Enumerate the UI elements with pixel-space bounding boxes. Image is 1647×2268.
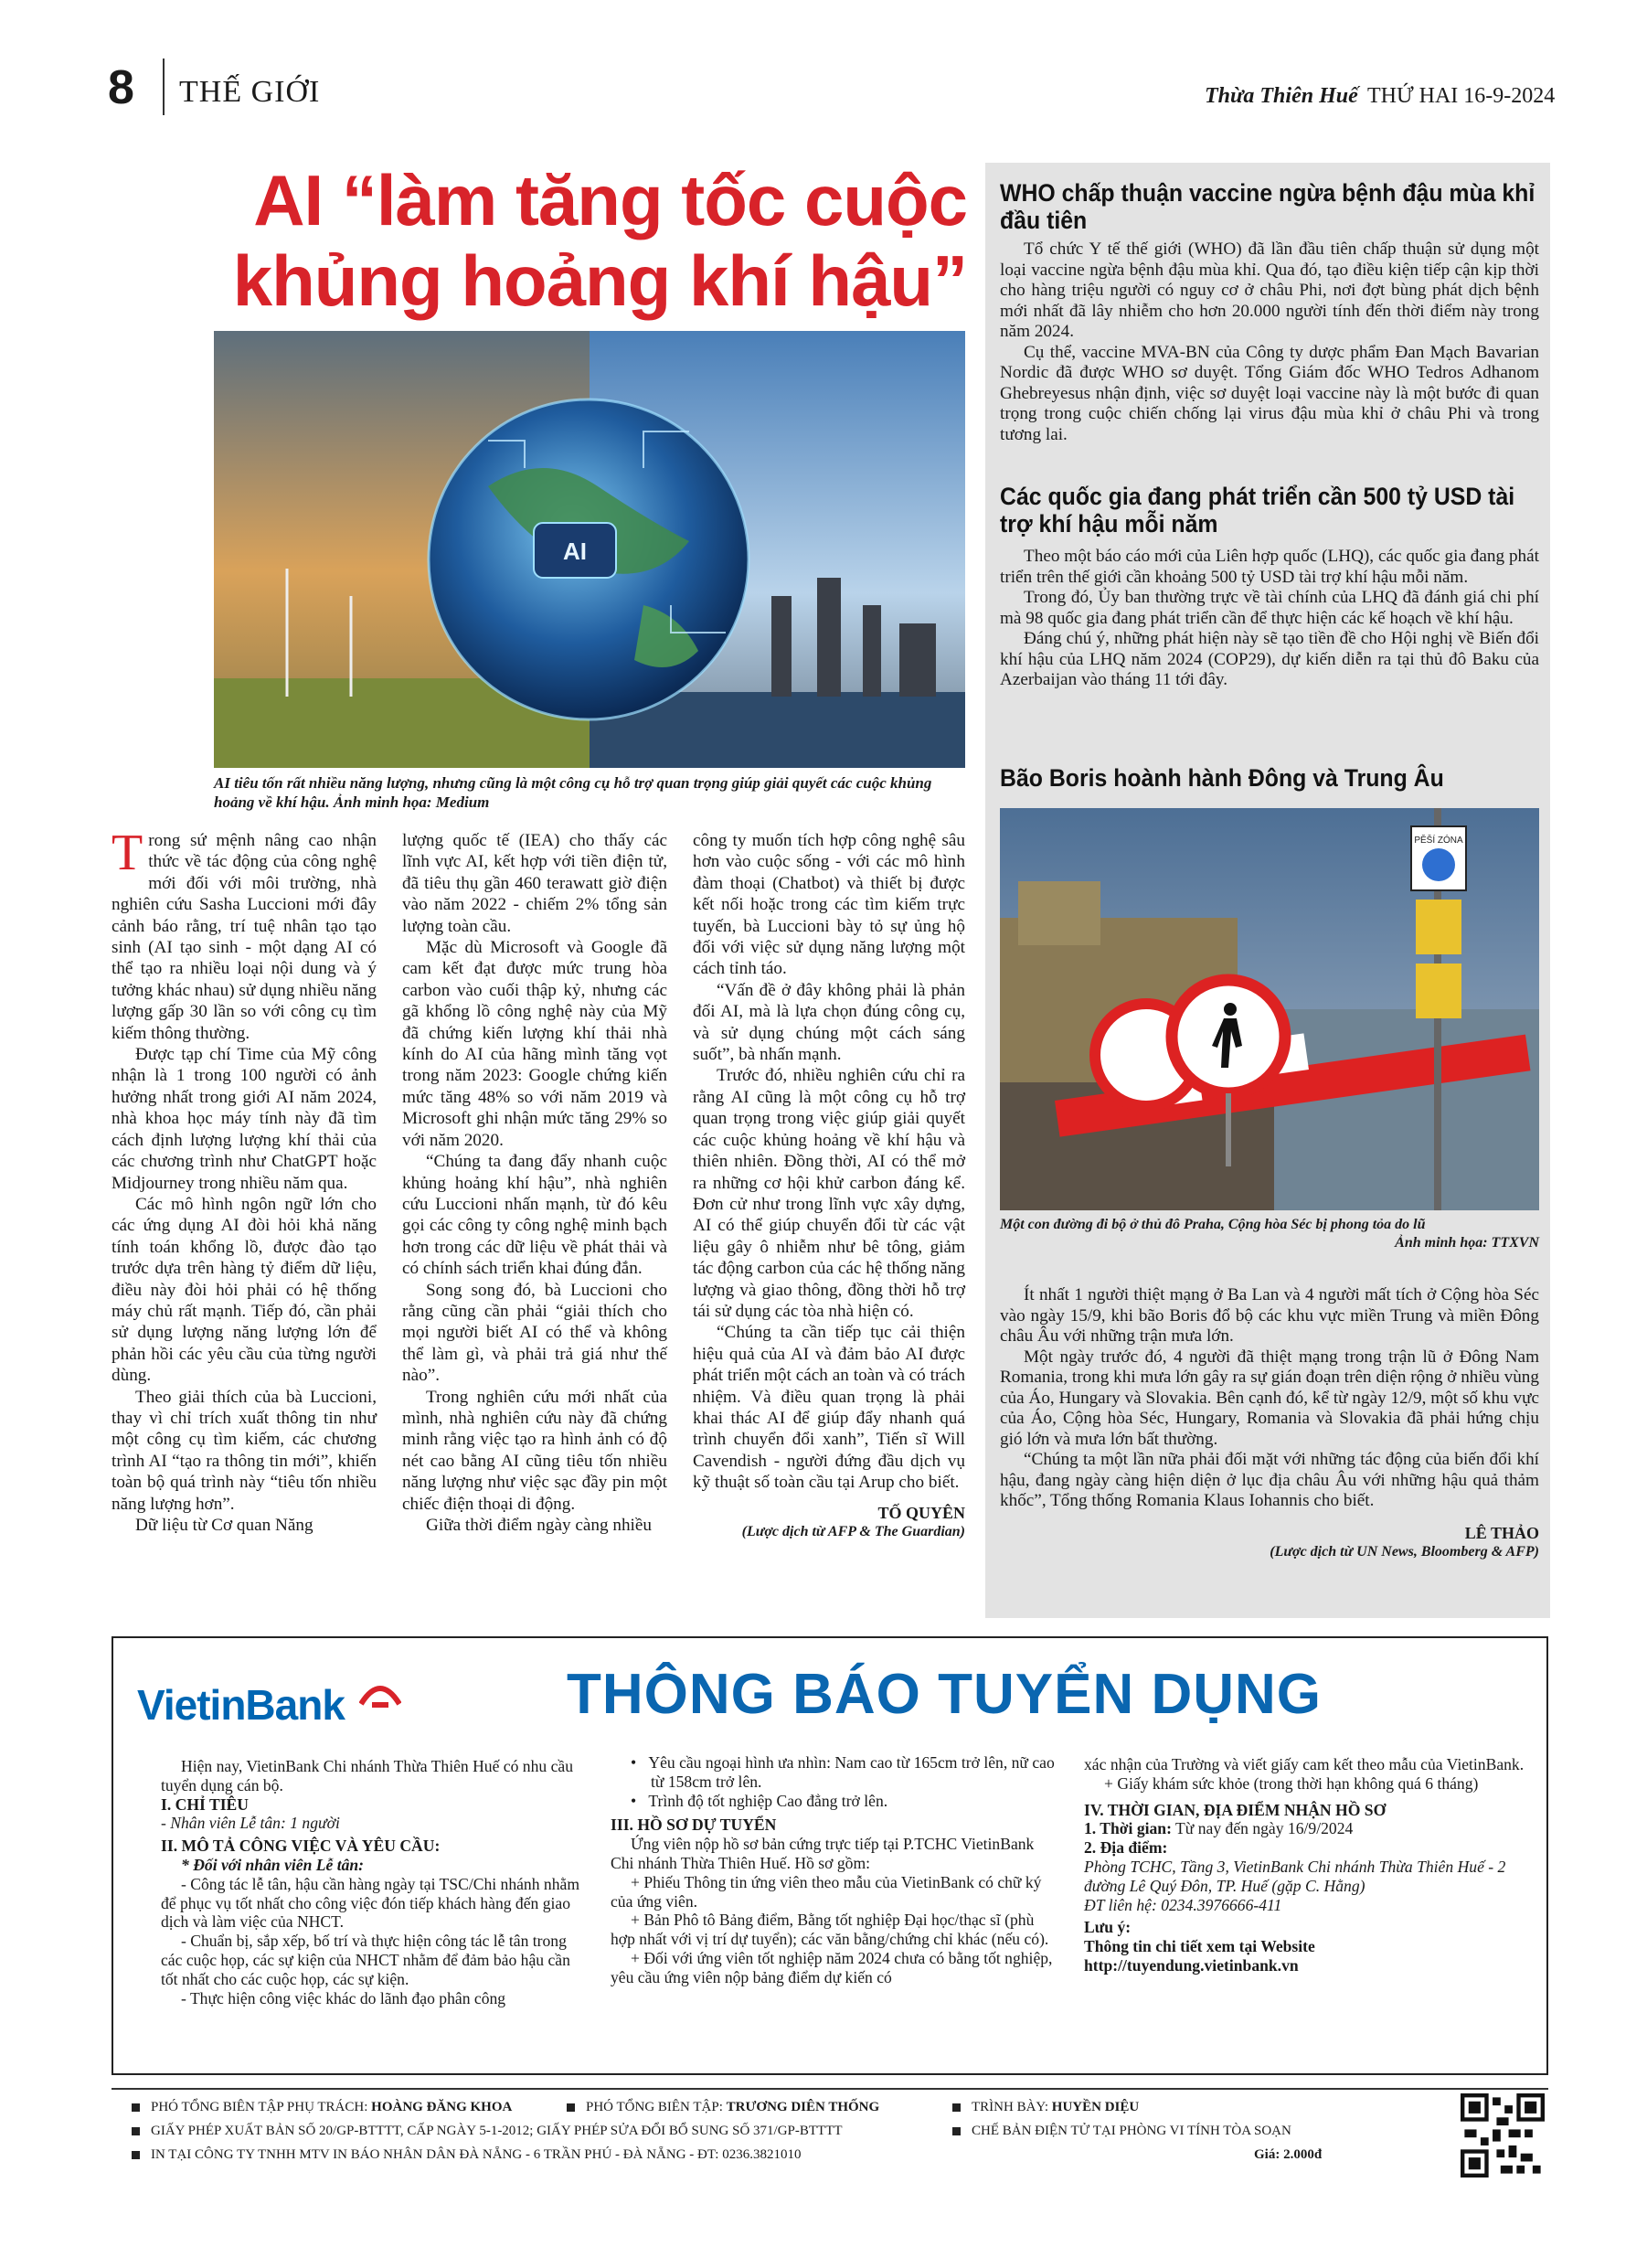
boris-headline: Bão Boris hoành hành Đông và Trung Âu [1000,764,1444,792]
footer-layout [952,2099,1139,2115]
main-photo-caption: AI tiêu tốn rất nhiều năng lượng, nhưng cũng là một công cụ hỗ trợ quan trọng giúp giải quyết các cuộc khủng hoảng về khí hậu. Ảnh minh họa: Medium [214,774,932,811]
issue-date: THỨ HAI 16-9-2024 [1367,84,1556,108]
ad-section-title: III. HỒ SƠ DỰ TUYỂN [611,1815,777,1835]
paragraph: Được tạp chí Time của Mỹ công nhận là 1 trong 100 người có ảnh hưởng nhất trong giới AI năm 2024, nhà khoa học máy tính này đã tìm cách định lượng lượng khí thải của các chương trình như ChatGPT hoặc Midjourney trong nhiều năm qua. [112,1045,377,1193]
paragraph: Cụ thể, vaccine MVA-BN của Công ty dược phẩm Đan Mạch Bavarian Nordic đã được WHO sơ duyệt. Tổng Giám đốc WHO Tedros Adhanom Ghebreyesus nhận định, việc sơ duyệt loại vaccine này là một bước đi quan trọng trong cuộc chiến chống lại virus đậu mùa khỉ ở châu Phi và trong tương lai. [1000,342,1539,444]
vietinbank-mark-icon [359,1680,401,1711]
layout-name: HUYỀN DIỆU [1051,2100,1140,2114]
paragraph: Song song đó, bà Luccioni cho rằng cũng cần phải “giải thích cho mọi người biết AI có thể và không thể làm gì, và phải trả giá như thế nào”. [402,1280,667,1386]
paragraph: Trong đó, Ủy ban thường trực về tài chính của LHQ đã đánh giá chi phí mà 98 quốc gia đang phát triển cần để thực hiện các kế hoạch về khí hậu. [1000,588,1539,628]
paragraph: Tổ chức Y tế thế giới (WHO) đã lần đầu tiên chấp thuận sử dụng một loại vaccine ngừa bệnh đậu mùa khỉ. Qua đó, tạo điều kiện tiếp cận kịp thời cho hàng triệu người có nguy cơ ở châu Phi, nơi đợt bùng phát dịch bệnh mới nhất đã lây nhiễm cho hơn 20.000 người tính đến thời điểm này trong năm 2024. [1000,240,1539,341]
printer-text: IN TẠI CÔNG TY TNHH MTV IN BÁO NHÂN DÂN ĐÀ NẴNG - 6 TRẦN PHÚ - ĐÀ NẴNG - ĐT: 0236.3821010 [151,2147,802,2162]
ad-column-3 [1084,1755,1530,1975]
paragraph: Theo một báo cáo mới của Liên hợp quốc (LHQ), các quốc gia đang phát triển trên thế giới cần khoảng 500 tỷ USD tài trợ khí hậu mỗi năm. [1000,547,1539,587]
license-text: GIẤY PHÉP XUẤT BẢN SỐ 20/GP-BTTTT, CẤP NGÀY 5-1-2012; GIẤY PHÉP SỬA ĐỔI BỔ SUNG SỐ 371/GP-BTTTT [151,2124,843,2138]
logo-text: VietinBank [137,1681,345,1729]
typeset-text: CHẾ BẢN ĐIỆN TỬ TẠI PHÒNG VI TÍNH TÒA SOẠN [972,2124,1291,2138]
paragraph: “Vấn đề ở đây không phải là phản đối AI, mà là lựa chọn đúng công cụ, và sử dụng chúng một cách sáng suốt”, bà nhấn mạnh. [693,980,965,1065]
paragraph: “Chúng ta cần tiếp tục cải thiện hiệu quả của AI và đảm bảo AI được phát triển một cách an toàn và có trách nhiệm. Và điều quan trọng là phải khai thác AI để giúp đẩy nhanh quá trình chuyển đổi xanh”, Tiến sĩ Will Cavendish - người đứng đầu dịch vụ kỹ thuật số toàn cầu tại Arup cho biết. [693,1323,965,1493]
paragraph: “Chúng ta đang đẩy nhanh cuộc khủng hoảng khí hậu”, nhà nghiên cứu Luccioni nhấn mạnh, từ đó kêu gọi các công ty công nghệ minh bạch hơn trong các dữ liệu về phát thải và có chính sách triển khai đúng đắn. [402,1152,667,1279]
ad-website-note: Thông tin chi tiết xem tại Website http://tuyendung.vietinbank.vn [1084,1937,1315,1975]
sidebar-source-note: (Lược dịch từ UN News, Bloomberg & AFP) [1270,1543,1539,1560]
bullet-square-icon [952,2127,961,2135]
footer-divider [112,2088,1548,2090]
ad-doc: + Phiếu Thông tin ứng viên theo mẫu của VietinBank có chữ ký của ứng viên. [611,1872,1042,1911]
page-number: 8 [108,61,134,114]
ai-climate-illustration [214,331,965,768]
main-photo [214,331,965,768]
paragraph: Dữ liệu từ Cơ quan Năng [135,1516,313,1535]
bullet-square-icon [132,2127,140,2135]
ad-note-label: Lưu ý: [1084,1918,1132,1937]
ad-doc: + Đối với ứng viên tốt nghiệp năm 2024 chưa có bằng tốt nghiệp, yêu cầu ứng viên nộp bảng điểm dự kiến có [611,1948,1053,1986]
paragraph: lượng quốc tế (IEA) cho thấy các lĩnh vực AI, kết hợp với tiền điện tử, đã tiêu thụ gần 460 terawatt giờ điện vào năm 2022 - chiếm 2% tổng sản lượng toàn cầu. [402,831,667,936]
deputy-name: HOÀNG ĐĂNG KHOA [371,2100,513,2114]
paragraph: công ty muốn tích hợp công nghệ sâu hơn vào cuộc sống - với các mô hình đàm thoại (Chatbot) và thiết bị được kết nối hoặc trong các tìm kiếm trực tuyến, bà Luccioni bày tỏ sự ủng hộ đối với việc sử dụng năng lượng một cách tỉnh táo. [693,831,965,979]
main-headline: AI “làm tăng tốc cuộc khủng hoảng khí hậu” [232,160,967,321]
paragraph: Ít nhất 1 người thiệt mạng ở Ba Lan và 4 người mất tích ở Cộng hòa Séc vào ngày 15/9, khi bão Boris đổ bộ các khu vực miền Trung và miền Đông châu Âu với những trận mưa lớn. [1000,1285,1539,1346]
flooded-street-photo [1000,808,1539,1210]
footer-deputy-2 [567,2099,879,2115]
requirement-text: Yêu cầu ngoại hình ưa nhìn: Nam cao từ 165cm trở lên, nữ cao từ 158cm trở lên. [648,1753,1055,1791]
paragraph: Đáng chú ý, những phát hiện này sẽ tạo tiền đề cho Hội nghị về Biến đổi khí hậu của LHQ năm 2024 (COP29), dự kiến diễn ra tại thủ đô Baku của Azerbaijan vào tháng 11 tới đây. [1000,629,1539,689]
boris-photo [1000,808,1539,1210]
boris-photo-caption [1000,1216,1539,1252]
paragraph: Theo giải thích của bà Luccioni, thay vì chỉ trích xuất thông tin như một công cụ tìm kiếm, các chương trình AI “tạo ra thông tin mới”, khiến toàn bộ quá trình này “tiêu tốn nhiều năng lượng hơn”. [112,1387,377,1514]
ad-requirement: • Yêu cầu ngoại hình ưa nhìn: Nam cao từ 165cm trở lên, nữ cao từ 158cm trở lên. [631,1753,1055,1791]
climate-finance-article [1000,547,1539,691]
footer-deputy [132,2099,512,2115]
ad-phone: ĐT liên hệ: 0234.3976666-411 [1084,1895,1282,1914]
deputy2-name: TRƯƠNG DIÊN THỐNG [726,2100,880,2114]
who-headline: WHO chấp thuận vaccine ngừa bệnh đậu mùa khỉ đầu tiên [1000,179,1535,234]
ad-duty: - Chuẩn bị, sắp xếp, bố trí và thực hiện công tác lễ tân trong các cuộc họp, các sự kiện của NHCT nhằm để đảm bảo hậu cần tốt nhất cho các cuộc họp, các sự kiện. [161,1932,570,1988]
climate-finance-headline: Các quốc gia đang phát triển cần 500 tỷ USD tài trợ khí hậu mỗi năm [1000,483,1515,538]
article-byline: TỐ QUYÊN [877,1503,965,1522]
article-source-note: (Lược dịch từ AFP & The Guardian) [741,1523,965,1539]
caption-credit: Ảnh minh họa: TTXVN [1395,1235,1539,1251]
ad-docs-intro: Ứng viên nộp hồ sơ bản cứng trực tiếp tại P.TCHC VietinBank Chi nhánh Thừa Thiên Huế. Hồ sơ gồm: [611,1835,1035,1872]
pedestrian-zone-sign: PĚŠÍ ZÓNA [1414,836,1463,846]
ad-section-title: IV. THỜI GIAN, ĐỊA ĐIỂM NHẬN HỒ SƠ [1084,1800,1387,1819]
ad-doc-cont: xác nhận của Trường và viết giấy cam kết theo mẫu của VietinBank. [1084,1755,1525,1773]
dropcap: T [112,825,143,881]
deputy-label: PHÓ TỔNG BIÊN TẬP PHỤ TRÁCH: [151,2100,368,2114]
section-name: THẾ GIỚI [179,75,321,109]
paragraph: Giữa thời điểm ngày càng nhiều [426,1516,653,1535]
recruitment-title: THÔNG BÁO TUYỂN DỤNG [567,1663,1322,1726]
ad-duty: - Thực hiện công việc khác do lãnh đạo phân công [181,1988,506,2007]
ad-section-title: II. MÔ TẢ CÔNG VIỆC VÀ YÊU CẦU: [161,1837,441,1856]
time-value: Từ nay đến ngày 16/9/2024 [1175,1819,1354,1838]
ad-time [1084,1819,1530,1838]
bullet-square-icon [567,2103,575,2112]
ad-section-title: I. CHỈ TIÊU [161,1794,249,1814]
footer-license [132,2123,843,2139]
sidebar-byline: LÊ THẢO [1464,1523,1539,1542]
paragraph: Một ngày trước đó, 4 người đã thiệt mạng trong trận lũ ở Đông Nam Romania, trong khi mưa lớn gây ra sự gián đoạn trên diện rộng ở nhiều vùng của Áo, Hungary và Slovakia. Bên cạnh đó, kể từ ngày 12/9, một số khu vực của Áo, Cộng hòa Séc, Hungary, Romania và Slovakia đã phải hứng chịu gió lớn và mưa lớn bất thường. [1000,1347,1539,1449]
vietinbank-logo [137,1680,401,1730]
ad-place: Phòng TCHC, Tầng 3, VietinBank Chi nhánh Thừa Thiên Huế - 2 đường Lê Quý Đôn, TP. Huế (gặp C. Hằng) [1084,1857,1506,1895]
bullet-square-icon [132,2103,140,2112]
ai-chip-label: AI [563,538,587,565]
boris-article [1000,1285,1539,1561]
ad-quota: - Nhân viên Lễ tân: 1 người [161,1814,340,1833]
qr-code-icon[interactable] [1461,2093,1545,2177]
deputy2-label: PHÓ TỔNG BIÊN TẬP: [586,2100,723,2114]
paragraph: Các mô hình ngôn ngữ lớn cho các ứng dụng AI đòi hỏi khả năng tính toán khổng lồ, được đào tạo trước dựa trên hàng tỷ điểm dữ liệu, điều này đòi hỏi phải có hệ thống máy chủ rất mạnh. Tiếp đó, cần phải sử dụng lượng năng lượng lớn để phản hồi các yêu cầu của từng người dùng. [112,1194,377,1386]
requirement-text: Trình độ tốt nghiệp Cao đẳng trở lên. [648,1791,888,1810]
article-column-2 [402,830,667,1536]
paragraph: Trước đó, nhiều nghiên cứu chỉ ra rằng AI cũng là một công cụ hỗ trợ quan trọng trong việc giúp giải quyết các cuộc khủng hoảng về khí hậu và thiên nhiên. Đồng thời, AI có thể mở ra những cơ hội khử carbon đáng kể. Đơn cử như trong lĩnh vực xây dựng, AI có thể giúp chuyển đổi từ các vật liệu gây ô nhiễm như bê tông, giảm tác động carbon của các hệ thống năng lượng và giao thông, đồng thời hỗ trợ tái sử dụng các tòa nhà hiện có. [693,1066,965,1321]
bullet-square-icon [952,2103,961,2112]
ad-requirement: • Trình độ tốt nghiệp Cao đẳng trở lên. [631,1791,888,1810]
footer-typeset [952,2123,1291,2139]
ad-subsection: * Đối với nhân viên Lễ tân: [181,1855,365,1874]
article-column-1 [112,825,377,1536]
ad-doc: + Bản Phô tô Bảng điểm, Bằng tốt nghiệp Đại học/thạc sĩ (phù hợp nhất với vị trí dự tuyển); các văn bằng/chứng chỉ khác (nếu có). [611,1911,1049,1949]
price: Giá: 2.000đ [1254,2147,1323,2162]
ad-intro: Hiện nay, VietinBank Chi nhánh Thừa Thiên Huế có nhu cầu tuyển dụng cán bộ. [161,1757,574,1794]
ad-duty: - Công tác lễ tân, hậu cần hàng ngày tại TSC/Chi nhánh nhằm để phục vụ tốt nhất cho công việc đón tiếp khách hàng đến giao dịch và làm việc của NHCT. [161,1874,580,1932]
paragraph: rong sứ mệnh nâng cao nhận thức về tác động của công nghệ mới đối với môi trường, nhà nghiên cứu Sasha Luccioni mới đây cảnh báo rằng, trí tuệ nhân tạo tạo sinh (AI tạo sinh - một dạng AI có thể tạo ra nhiều loại nội dung và ý tưởng khác nhau) sử dụng nhiều năng lượng gấp 30 lần so với công cụ tìm kiếm thông thường. [112,831,377,1043]
caption-line: Một con đường đi bộ ở thủ đô Praha, Cộng hòa Séc bị phong tỏa do lũ [1000,1217,1426,1232]
footer-printer [132,2146,801,2163]
layout-label: TRÌNH BÀY: [972,2100,1049,2114]
paragraph: Mặc dù Microsoft và Google đã cam kết đạt được mức trung hòa carbon vào cuối thập kỷ, nhưng các gã khổng lồ công nghệ này của Mỹ đã chứng kiến lượng khí thải nhà kính do AI của hãng mình tăng vọt trong năm 2023: Google chứng kiến mức tăng 48% so với năm 2019 và Microsoft ghi nhận mức tăng 29% so với năm 2020. [402,938,667,1150]
article-column-3 [693,830,965,1541]
who-article [1000,240,1539,445]
ad-place-label: 2. Địa điểm: [1084,1838,1168,1858]
ad-doc: + Giấy khám sức khỏe (trong thời hạn không quá 6 tháng) [1104,1773,1479,1793]
paragraph: “Chúng ta một lần nữa phải đối mặt với những tác động của biến đổi khí hậu, đang ngày càng hiện diện ở lục địa châu Âu với những hậu quả thảm khốc”, Tổng thống Romania Klaus Iohannis cho biết. [1000,1450,1539,1510]
ad-column-2 [611,1753,1060,1987]
time-label: 1. Thời gian: [1084,1819,1172,1838]
paragraph: Trong nghiên cứu mới nhất của mình, nhà nghiên cứu này đã chứng minh rằng việc tạo ra hình ảnh có độ nét cao bằng AI cũng tiêu tốn nhiều năng lượng như việc sạc đầy pin một chiếc điện thoại di động. [402,1387,667,1514]
bullet-square-icon [132,2151,140,2159]
header-divider [163,59,165,115]
ad-column-1 [161,1757,579,2007]
paper-name: Thừa Thiên Huế [1205,84,1358,108]
